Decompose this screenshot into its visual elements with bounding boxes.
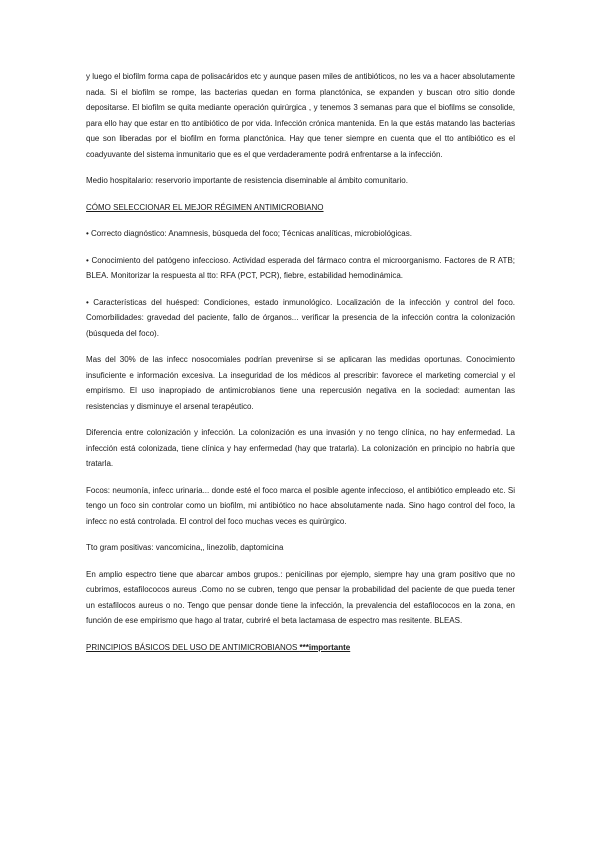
important-note: ***importante (299, 642, 351, 652)
heading-basic-principles-text: PRINCIPIOS BÁSICOS DEL USO DE ANTIMICROBIANOS (86, 642, 300, 652)
paragraph-biofilm: y luego el biofilm forma capa de polisacáridos etc y aunque pasen miles de antibióticos, no les va a hacer absolutamente nada. Si el biofilm se rompe, las bacterias quedan en forma planctónica, se expanden y buscan otro sitio donde depositarse. El biofilm se quita mediante operación quirúrgica , y tenemos 3 semanas para que el biofilms se consolide, para ello hay que estar en tto antibiótico de por vida. Infección crónica mantenida. En la que estás matando las bacterias que son liberadas por el biofilm en forma planctónica. Hay que tener siempre en cuenta que el tto antibiótico es el coadyuvante del sistema inmunitario que es el que verdaderamente podrá enfrentarse a la infección. (86, 72, 515, 159)
paragraph-host: • Características del huésped: Condiciones, estado inmunológico. Localización de la infección y control del foco. Comorbilidades: gravedad del paciente, fallo de órganos... verificar la presencia de la infección contra la colonización (búsqueda del foco). (86, 297, 515, 338)
paragraph-diagnosis: • Correcto diagnóstico: Anamnesis, búsqueda del foco; Técnicas analíticas, microbiológicas. (86, 229, 412, 238)
paragraph-hospital: Medio hospitalario: reservorio importante de resistencia diseminable al ámbito comunitario. (86, 176, 408, 185)
heading-select-regimen: CÓMO SELECCIONAR EL MEJOR RÉGIMEN ANTIMICROBIANO (86, 202, 324, 212)
heading-basic-principles (86, 640, 515, 656)
paragraph-gram-positive: Tto gram positivas: vancomicina,, linezolib, daptomicina (86, 543, 284, 552)
paragraph-broad-spectrum: En amplio espectro tiene que abarcar ambos grupos.: penicilinas por ejemplo, siempre hay una gram positivo que no cubrimos, estafilococos aureus .Como no se cubren, tengo que pensar la probabilidad del paciente de que pueda tener un estafilocos aureus o no. Tengo que pensar donde tiene la infección, la prevalencia del estafilococos en la zona, en función de ese empirismo que hago al tratar, cubriré el beta lactamasa de espectro mas resitente. BLEAS. (86, 569, 515, 625)
paragraph-focus: Focos: neumonía, infecc urinaria... donde esté el foco marca el posible agente infeccioso, el antibiótico empleado etc. Si tengo un foco sin controlar como un biofilm, mi antibiótico no hace absolutamente nada. Sino hago control del foco, la infecc no está controlada. El control del foco muchas veces es quirúrgico. (86, 485, 515, 526)
document-body (86, 69, 515, 666)
paragraph-colonization: Diferencia entre colonización y infección. La colonización es una invasión y no tengo clínica, no hay enfermedad. La infección está colonizada, tiene clínica y hay enfermedad (hay que tratarla). La colonización en principio no habría que tratarla. (86, 428, 515, 468)
paragraph-nosocomial: Mas del 30% de las infecc nosocomiales podrían prevenirse si se aplicaran las medidas oportunas. Conocimiento insuficiente e información excesiva. La inseguridad de los médicos al prescribir: favorece el marketing comercial y el empirismo. El uso inapropiado de antimicrobianos tiene una repercusión negativa en la sociedad: aumentan las resistencias y disminuye el arsenal terapéutico. (86, 355, 515, 411)
paragraph-pathogen: • Conocimiento del patógeno infeccioso. Actividad esperada del fármaco contra el microorganismo. Factores de R ATB; BLEA. Monitorizar la respuesta al tto: RFA (PCT, PCR), fiebre, estabilidad hemodinámica. (86, 255, 515, 280)
